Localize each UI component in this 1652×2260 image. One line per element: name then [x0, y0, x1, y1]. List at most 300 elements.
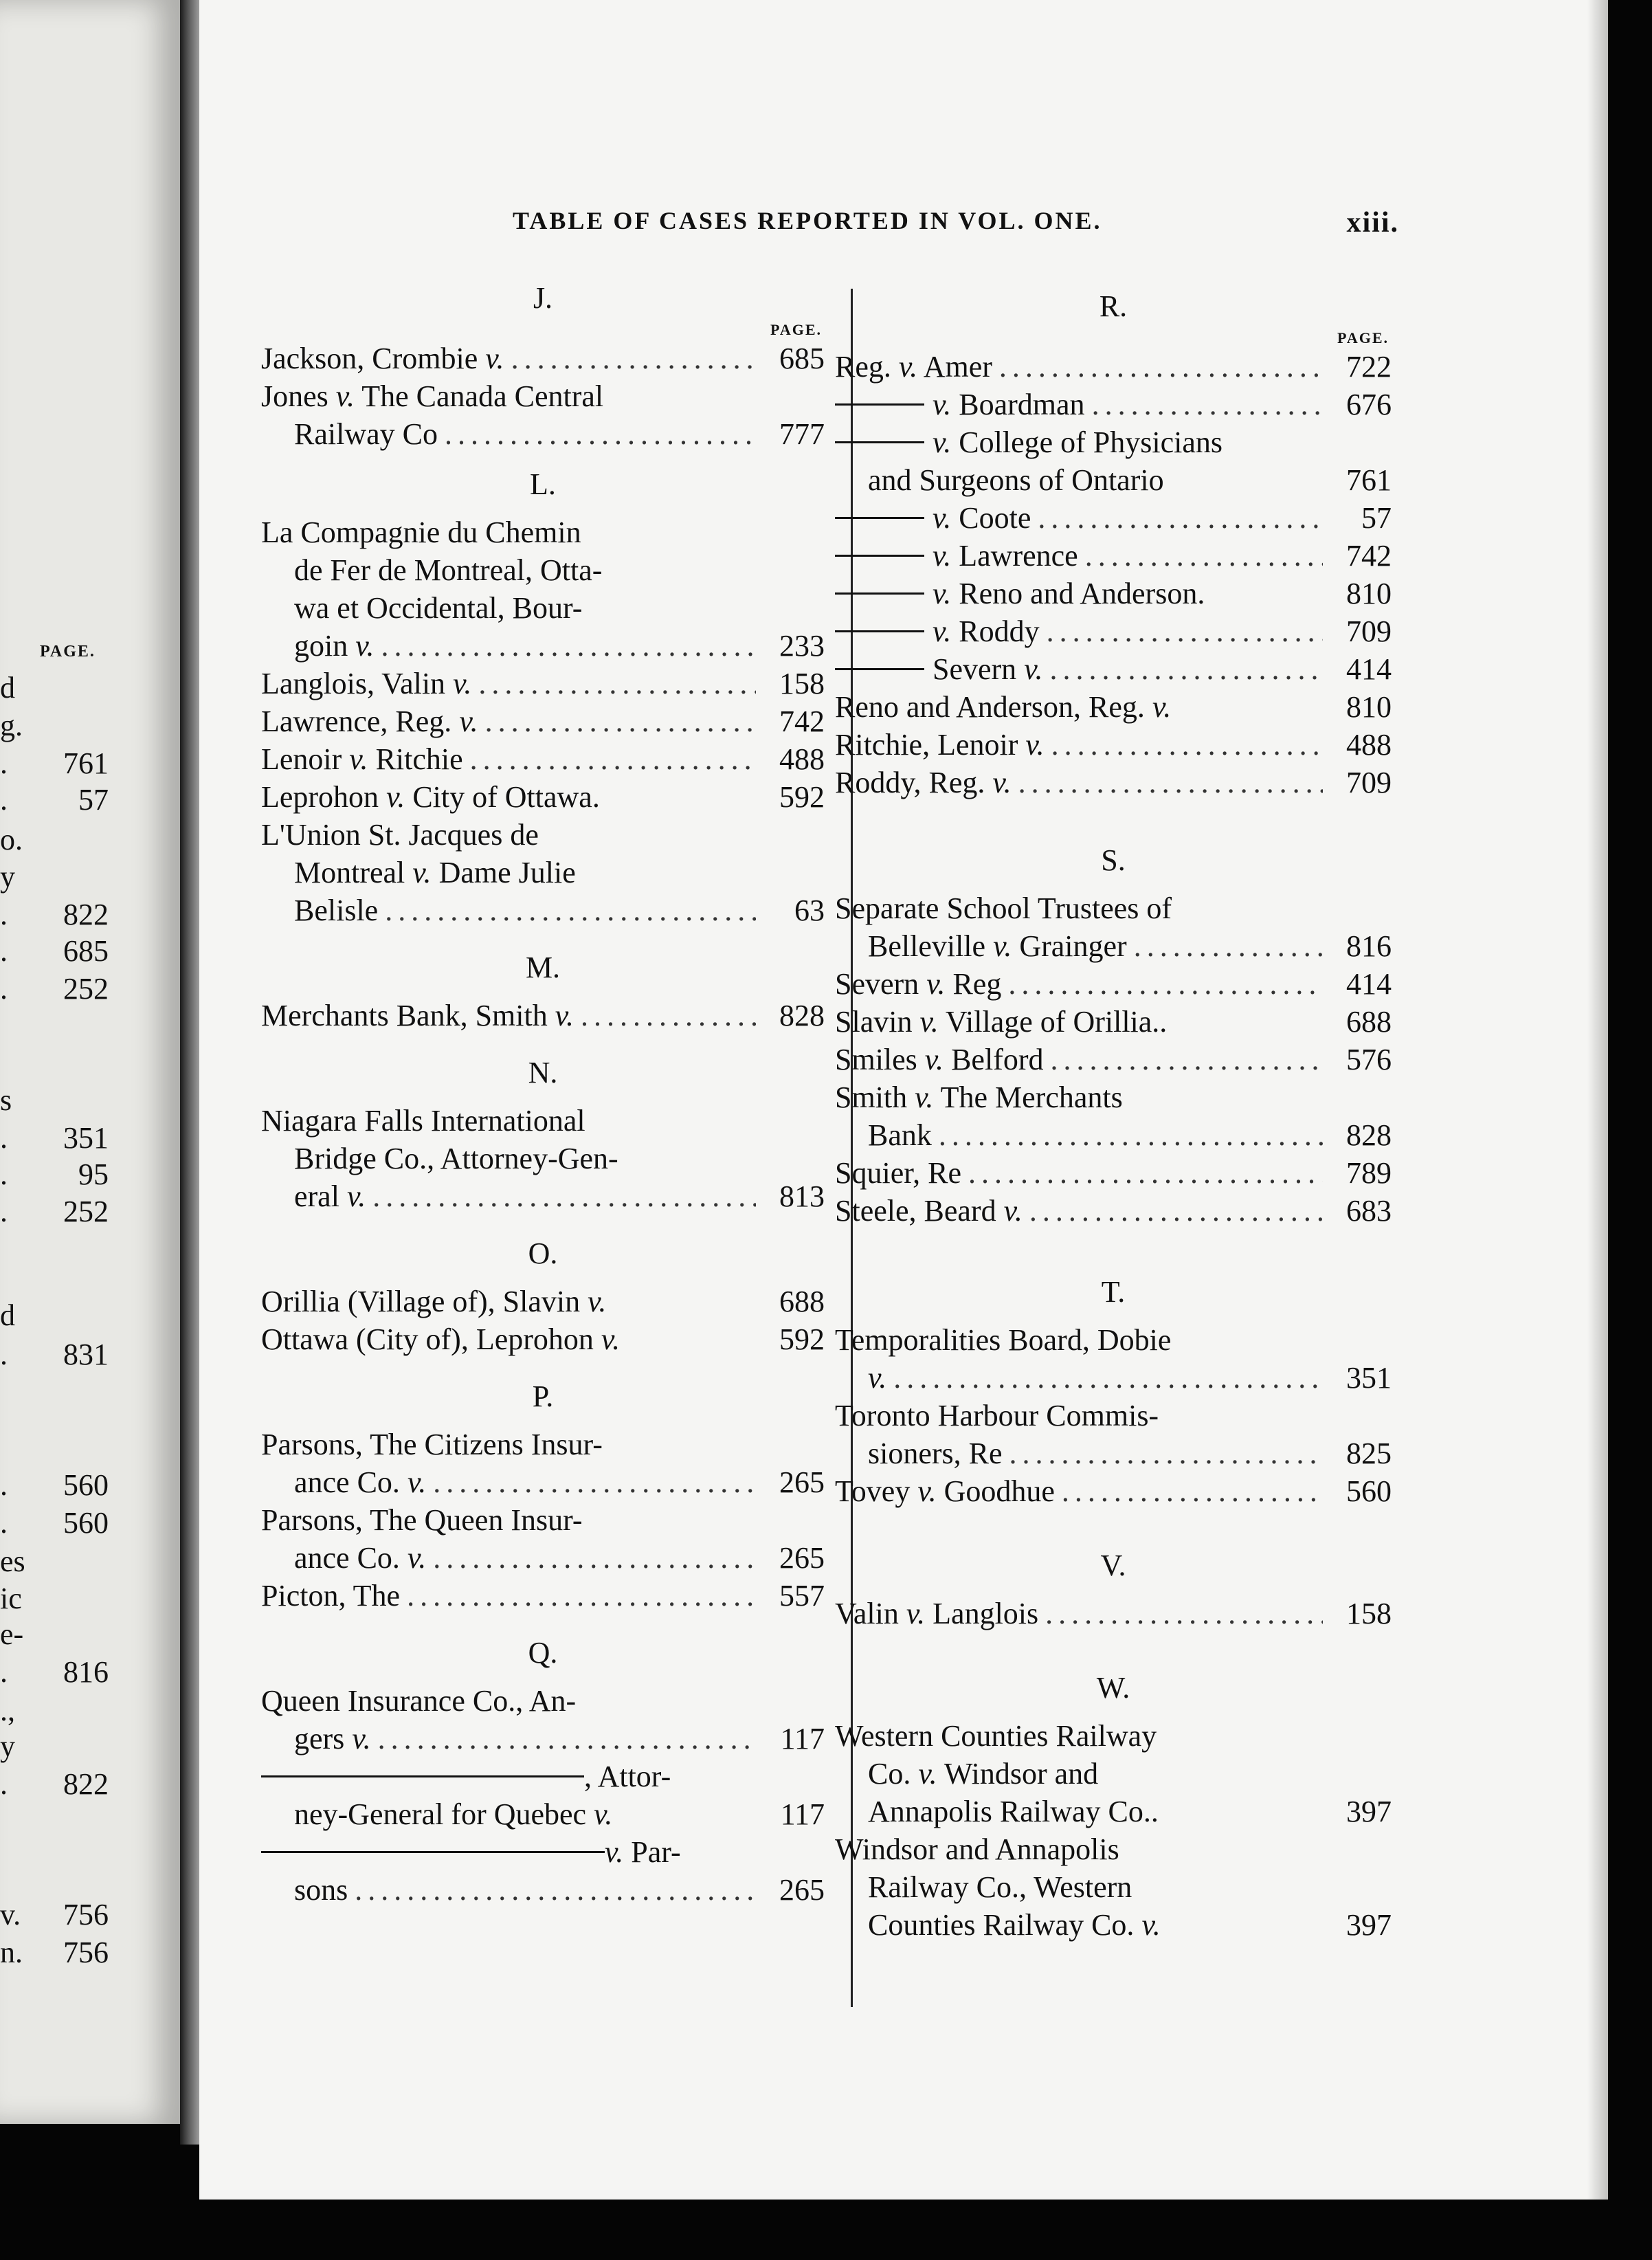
page-ref: 592 — [779, 780, 825, 814]
left-page-number: 560 — [63, 1468, 109, 1502]
page-column-label: PAGE. — [1337, 329, 1389, 346]
entry-text — [294, 627, 375, 665]
page-ref: 813 — [779, 1179, 825, 1213]
entry-line — [261, 551, 825, 589]
case-name-rest: Reg — [945, 967, 1002, 1001]
left-page-fragment-text: . — [0, 1468, 8, 1502]
left-page-fragment-text: . — [0, 1506, 8, 1540]
left-page-line — [0, 1337, 165, 1373]
versus-abbrev: v. — [933, 425, 952, 459]
versus-abbrev: v. — [915, 1081, 934, 1114]
entry-text — [261, 1320, 620, 1358]
entry-text — [261, 1682, 576, 1720]
left-page-number: 816 — [63, 1655, 109, 1689]
page-ref: 810 — [1346, 690, 1392, 724]
left-page-fragment-text: g. — [0, 709, 23, 742]
entry-line — [835, 499, 1392, 537]
left-page-line — [0, 897, 165, 933]
dot-leader — [470, 740, 756, 778]
entry-text — [835, 764, 1012, 801]
index-entry — [261, 702, 825, 740]
case-name-rest: The Merchants — [933, 1081, 1123, 1114]
case-name: Toronto Harbour Commis- — [835, 1399, 1159, 1432]
page-ref: 683 — [1346, 1194, 1392, 1228]
left-page-line — [0, 1120, 165, 1156]
index-entry — [261, 816, 825, 929]
case-name: Lawrence, Reg. — [261, 705, 460, 738]
index-entry — [835, 965, 1392, 1003]
index-entry — [835, 1154, 1392, 1192]
left-page-line — [0, 1897, 165, 1933]
left-page-line — [0, 1766, 165, 1802]
entry-line — [261, 1177, 825, 1215]
entry-text — [261, 340, 504, 377]
left-page-line — [0, 670, 165, 706]
entry-line — [835, 650, 1392, 688]
entry-line — [835, 1472, 1392, 1510]
index-entry — [261, 997, 825, 1034]
left-page-fragment-text: ., — [0, 1694, 15, 1727]
book-gutter — [180, 0, 199, 2145]
index-entry — [261, 1682, 825, 1758]
entry-line — [261, 1102, 825, 1140]
entry-text — [835, 889, 1172, 927]
entry-line — [261, 1426, 825, 1463]
case-name: Smith — [835, 1081, 915, 1114]
left-page-number: 756 — [63, 1898, 109, 1931]
index-entry — [835, 764, 1392, 801]
left-page-fragment-text: . — [0, 934, 8, 968]
left-page-number: 252 — [63, 972, 109, 1006]
page-ref: 557 — [779, 1579, 825, 1613]
left-page-fragment-text: n. — [0, 1936, 23, 1969]
versus-abbrev: v. — [919, 1005, 939, 1039]
case-name: Leprohon — [261, 780, 387, 814]
entry-text — [835, 688, 1171, 726]
case-name-rest: Langlois — [925, 1597, 1039, 1630]
entry-line — [261, 1577, 825, 1615]
entry-line — [835, 612, 1392, 650]
page-ref: 688 — [1346, 1005, 1392, 1039]
entry-text — [261, 1283, 606, 1320]
entry-text — [868, 1868, 1132, 1906]
dot-leader — [939, 1116, 1323, 1154]
entry-line — [835, 764, 1392, 801]
entry-line — [261, 1140, 825, 1177]
case-name: Annapolis Railway Co.. — [868, 1795, 1159, 1828]
left-page-fragment-text: y — [0, 860, 15, 894]
left-page-number: 822 — [63, 898, 109, 931]
left-page-line — [0, 1729, 165, 1764]
page-ref: 576 — [1346, 1043, 1392, 1076]
case-name: gers — [294, 1722, 353, 1755]
versus-abbrev: v. — [992, 766, 1012, 799]
index-entry — [835, 1717, 1392, 1830]
dot-leader — [1009, 1434, 1323, 1472]
page-ref: 709 — [1346, 766, 1392, 799]
case-name: Bridge Co., Attorney-Gen- — [294, 1142, 618, 1175]
left-page-fragment-text: . — [0, 1121, 8, 1155]
left-page-fragment-text: . — [0, 1195, 8, 1228]
index-entry — [835, 1830, 1392, 1944]
dot-leader — [381, 627, 757, 665]
dot-leader — [893, 1359, 1323, 1397]
entry-line — [261, 627, 825, 665]
left-page-label: PAGE. — [40, 643, 96, 661]
entry-text — [261, 1102, 585, 1140]
entry-line — [835, 1868, 1392, 1906]
index-entry — [835, 726, 1392, 764]
case-name: Tovey — [835, 1474, 918, 1508]
left-page-fragment-text: y — [0, 1729, 15, 1763]
entry-line — [261, 997, 825, 1034]
entry-text — [868, 461, 1164, 499]
entry-text — [835, 575, 1205, 612]
versus-abbrev: v. — [349, 742, 368, 776]
left-page-line — [0, 746, 165, 782]
case-name: Picton, The — [261, 1579, 401, 1613]
index-entry — [835, 612, 1392, 650]
case-name: Lenoir — [261, 742, 350, 776]
entry-text — [835, 612, 1040, 650]
versus-abbrev: v. — [594, 1797, 613, 1831]
case-name: Reno and Anderson, Reg. — [835, 690, 1152, 724]
entry-text — [294, 854, 576, 891]
dot-leader — [478, 665, 756, 702]
case-name: Reg. — [835, 350, 899, 384]
section-letter: M. — [525, 951, 561, 984]
entry-line — [835, 1595, 1392, 1632]
entry-line — [261, 1539, 825, 1577]
entry-text — [868, 927, 1127, 965]
left-page-line — [0, 708, 165, 744]
left-page-line — [0, 1581, 165, 1617]
left-page-fragment-text: . — [0, 746, 8, 780]
versus-abbrev: v. — [933, 614, 952, 648]
left-page-fragment-text: . — [0, 972, 8, 1006]
case-name-rest: Windsor and — [937, 1757, 1099, 1791]
index-entry — [835, 1321, 1392, 1397]
case-name: de Fer de Montreal, Otta- — [294, 553, 603, 587]
entry-line — [835, 1793, 1392, 1830]
page-number: xiii. — [1346, 207, 1399, 239]
entry-text — [835, 348, 992, 386]
dot-leader — [445, 415, 756, 453]
page-ref: 761 — [1346, 463, 1392, 497]
left-page-fragment-text: s — [0, 1083, 12, 1117]
left-page-fragment-text: . — [0, 1157, 8, 1191]
case-name: Parsons, The Citizens Insur- — [261, 1428, 603, 1461]
left-page-fragment-text: v. — [0, 1898, 21, 1931]
entry-line — [835, 688, 1392, 726]
dot-leader — [1049, 650, 1323, 688]
case-name-rest: Lawrence — [951, 539, 1078, 573]
case-name: Montreal — [294, 856, 413, 889]
case-name: and Surgeons of Ontario — [868, 463, 1164, 497]
section-letter: J. — [533, 281, 553, 315]
left-page-fragment — [0, 0, 180, 2124]
dot-leader — [1045, 1595, 1323, 1632]
entry-text — [835, 1003, 1167, 1041]
entry-text — [261, 1758, 671, 1795]
index-entry — [835, 1472, 1392, 1510]
ditto-rule — [835, 630, 924, 632]
versus-abbrev: v. — [933, 539, 952, 573]
versus-abbrev: v. — [1025, 728, 1045, 762]
entry-line — [835, 889, 1392, 927]
entry-line — [261, 702, 825, 740]
left-page-number: 95 — [78, 1157, 109, 1191]
case-name: ance Co. — [294, 1465, 408, 1499]
entry-line — [835, 386, 1392, 423]
left-page-line — [0, 1083, 165, 1118]
entry-line — [835, 1154, 1392, 1192]
page-ref: 233 — [779, 629, 825, 663]
case-name: Queen Insurance Co., An- — [261, 1684, 577, 1718]
page-ref: 810 — [1346, 577, 1392, 610]
versus-abbrev: v. — [917, 1474, 937, 1508]
case-name: Belisle — [294, 894, 379, 927]
index-entry — [261, 1577, 825, 1615]
index-entry — [261, 778, 825, 816]
entry-line — [261, 1501, 825, 1539]
entry-text — [835, 1397, 1159, 1434]
index-entry — [835, 499, 1392, 537]
entry-line — [261, 1833, 825, 1871]
entry-text — [261, 513, 581, 551]
running-title: TABLE OF CASES REPORTED IN VOL. ONE. — [513, 207, 1102, 234]
index-entry — [261, 513, 825, 665]
case-name-rest: Reno and Anderson. — [951, 577, 1205, 610]
page-ref: 265 — [779, 1873, 825, 1907]
versus-abbrev: v. — [1024, 652, 1043, 686]
versus-abbrev: v. — [605, 1835, 624, 1869]
dot-leader — [1047, 612, 1323, 650]
entry-line — [261, 854, 825, 891]
case-name: Roddy, Reg. — [835, 766, 993, 799]
page-column-label: PAGE. — [770, 321, 822, 338]
left-page-fragment-text: o. — [0, 823, 23, 856]
page-ref: 825 — [1346, 1437, 1392, 1470]
page-ref: 158 — [1346, 1597, 1392, 1630]
case-name: La Compagnie du Chemin — [261, 516, 581, 549]
left-page-number: 685 — [63, 934, 109, 968]
page-ref: 688 — [779, 1285, 825, 1318]
ditto-rule — [835, 441, 924, 443]
section-letter: Q. — [528, 1636, 558, 1670]
page-ref: 828 — [779, 999, 825, 1032]
section-letter: R. — [1099, 289, 1128, 323]
ditto-rule — [835, 517, 924, 519]
left-page-number: 761 — [63, 746, 109, 780]
entry-line — [261, 1758, 825, 1795]
entry-text — [868, 1793, 1159, 1830]
entry-text — [261, 665, 471, 702]
versus-abbrev: v. — [1141, 1908, 1161, 1942]
entry-line — [835, 461, 1392, 499]
entry-text — [261, 1577, 400, 1615]
case-name-rest: Grainger — [1012, 929, 1127, 963]
case-name: Separate School Trustees of — [835, 891, 1172, 925]
ditto-rule — [835, 555, 924, 557]
entry-text — [868, 1755, 1098, 1793]
case-name: Severn — [933, 652, 1025, 686]
entry-text — [868, 1116, 932, 1154]
entry-text — [835, 1154, 961, 1192]
dot-leader — [378, 1720, 756, 1758]
entry-text — [835, 1595, 1038, 1632]
ditto-rule-long — [261, 1775, 584, 1777]
page-edge — [1608, 0, 1652, 2260]
entry-line — [835, 1434, 1392, 1472]
entry-line — [261, 778, 825, 816]
left-page-fragment-text: . — [0, 1767, 8, 1801]
ditto-rule — [835, 403, 924, 406]
case-name: Counties Railway Co. — [868, 1908, 1142, 1942]
page-ref: 117 — [780, 1722, 825, 1755]
dot-leader — [511, 340, 756, 377]
versus-abbrev: v. — [588, 1285, 607, 1318]
versus-abbrev: v. — [924, 1043, 944, 1076]
entry-line — [835, 575, 1392, 612]
left-page-fragment-text: ic — [0, 1582, 22, 1615]
page-ref: 488 — [779, 742, 825, 776]
versus-abbrev: v. — [918, 1757, 937, 1791]
case-name: wa et Occidental, Bour- — [294, 591, 583, 625]
entry-text — [868, 1906, 1161, 1944]
left-page-fragment-text: . — [0, 898, 8, 931]
dot-leader — [355, 1871, 756, 1909]
left-page-number: 822 — [63, 1767, 109, 1801]
index-entry — [261, 340, 825, 377]
left-page-fragment-text: d — [0, 671, 15, 705]
entry-text — [835, 1192, 1023, 1230]
left-page-number: 756 — [63, 1936, 109, 1969]
case-name: Merchants Bank, Smith — [261, 999, 555, 1032]
index-entry — [835, 1003, 1392, 1041]
page-ref: 676 — [1346, 388, 1392, 421]
entry-line — [261, 1320, 825, 1358]
entry-line — [261, 1871, 825, 1909]
case-name: Belleville — [868, 929, 994, 963]
entry-text — [294, 891, 378, 929]
versus-abbrev: v. — [412, 856, 432, 889]
entry-text — [294, 1720, 371, 1758]
page-ref: 414 — [1346, 652, 1392, 686]
case-name: Bank — [868, 1118, 932, 1152]
versus-abbrev: v. — [601, 1322, 621, 1356]
dot-leader — [385, 891, 756, 929]
index-entry — [835, 1192, 1392, 1230]
case-name: Valin — [835, 1597, 906, 1630]
ditto-rule — [835, 592, 924, 595]
entry-line — [835, 1755, 1392, 1793]
left-page-fragment-text: . — [0, 1655, 8, 1689]
dot-leader — [407, 1577, 756, 1615]
entry-line — [261, 377, 825, 415]
dot-leader — [1050, 1041, 1323, 1078]
left-page-line — [0, 1544, 165, 1580]
entry-text — [868, 1359, 886, 1397]
left-page-number: 351 — [63, 1121, 109, 1155]
dot-leader — [1085, 537, 1323, 575]
case-name: Temporalities Board, Dobie — [835, 1323, 1172, 1357]
versus-abbrev: v. — [352, 1722, 371, 1755]
entry-text — [261, 377, 603, 415]
case-name: Par- — [623, 1835, 681, 1869]
entry-text — [835, 965, 1001, 1003]
page-ref: 397 — [1346, 1795, 1392, 1828]
dot-leader — [581, 997, 756, 1034]
dot-leader — [433, 1539, 756, 1577]
left-page-line — [0, 1298, 165, 1333]
case-name: ance Co. — [294, 1541, 408, 1575]
dot-leader — [372, 1177, 756, 1215]
case-name: Western Counties Railway — [835, 1719, 1157, 1753]
left-page-number: 560 — [63, 1506, 109, 1540]
case-name: Ritchie, Lenoir — [835, 728, 1026, 762]
left-page-line — [0, 782, 165, 818]
left-page-line — [0, 971, 165, 1007]
entry-line — [835, 423, 1392, 461]
left-page-fragment-text: e- — [0, 1617, 24, 1651]
entry-text — [835, 499, 1031, 537]
case-name: Railway Co — [294, 417, 438, 451]
entry-line — [835, 1116, 1392, 1154]
versus-abbrev: v. — [1152, 690, 1172, 724]
case-name-rest: City of Ottawa. — [405, 780, 600, 814]
entry-text — [294, 415, 438, 453]
entry-line — [835, 1321, 1392, 1359]
case-name: Parsons, The Queen Insur- — [261, 1503, 583, 1537]
entry-text — [835, 1830, 1119, 1868]
index-entry — [835, 575, 1392, 612]
versus-abbrev: v. — [346, 1179, 366, 1213]
left-page-line — [0, 859, 165, 895]
case-name: Railway Co., Western — [868, 1870, 1132, 1904]
running-head — [313, 206, 1399, 241]
case-name-rest: Village of Orillia.. — [938, 1005, 1168, 1039]
section-letter: W. — [1096, 1671, 1130, 1705]
index-entry — [835, 650, 1392, 688]
page-ref: 265 — [779, 1541, 825, 1575]
versus-abbrev: v. — [459, 705, 478, 738]
page-ref: 351 — [1346, 1361, 1392, 1395]
entry-line — [261, 1283, 825, 1320]
section-letter: P. — [532, 1380, 554, 1413]
case-name: Smiles — [835, 1043, 925, 1076]
entry-line — [261, 340, 825, 377]
entry-text — [835, 1717, 1157, 1755]
dot-leader — [1134, 927, 1323, 965]
case-name: sioners, Re — [868, 1437, 1003, 1470]
entry-text — [835, 726, 1045, 764]
case-name: Slavin — [835, 1005, 920, 1039]
left-page-line — [0, 1935, 165, 1971]
entry-text — [261, 1426, 603, 1463]
dot-leader — [999, 348, 1323, 386]
entry-text — [294, 1177, 366, 1215]
entry-line — [835, 1003, 1392, 1041]
case-name-rest: Amer — [917, 350, 992, 384]
case-name: eral — [294, 1179, 347, 1213]
ditto-rule — [835, 668, 924, 670]
page-ref: 117 — [780, 1797, 825, 1831]
case-name-rest: College of Physicians — [951, 425, 1223, 459]
ditto-rule-long — [261, 1851, 605, 1853]
dot-leader — [1018, 764, 1323, 801]
entry-text — [835, 1041, 1043, 1078]
